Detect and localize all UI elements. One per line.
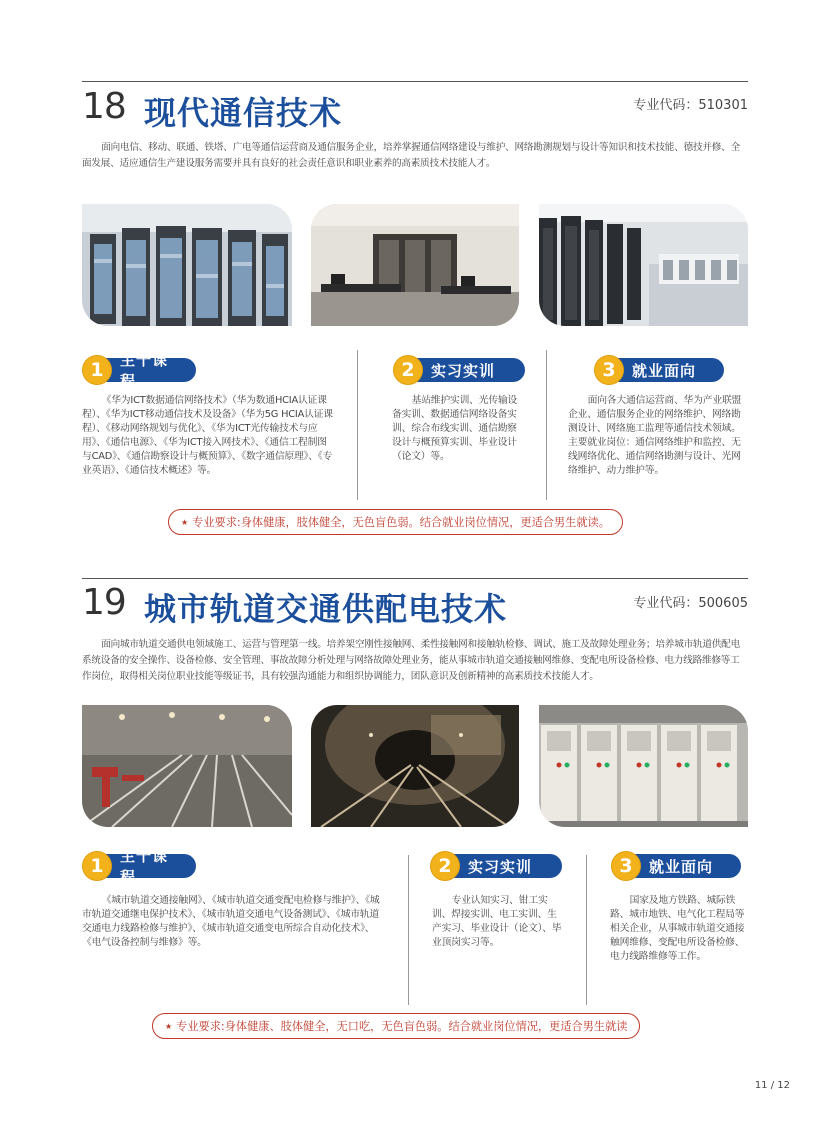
- major-code: 专业代码：500605: [633, 596, 748, 611]
- badge-label: 实习实训: [411, 358, 525, 382]
- badge-label: 实习实训: [448, 854, 562, 878]
- photo-tunnel-tracks: [82, 705, 292, 827]
- badge-number: 2: [430, 851, 460, 881]
- badge-label: 就业面向: [612, 358, 724, 382]
- section-number: 19: [82, 582, 126, 623]
- badge-main-courses: [82, 847, 196, 886]
- page-number: 11 / 12: [754, 1080, 790, 1091]
- badge-employment: [594, 355, 724, 385]
- section-intro: 面向城市轨道交通供电领域施工、运营与管理第一线。培养架空刚性接触网、柔性接触网和接触轨检修、调试、施工及故障处理业务；培养城市轨道供配电系统设备的安全操作、设备检修、安全管理、事故故障分析处理与网络故障处理业务，能从事城市轨道交通接触网维修、变配电所设备检修、电力线路维修等工作岗位，取得相关岗位职业技能等级证书，具有较强沟通能力和组织协调能力，团队意识及创新精神的高素质技术技能人才。: [82, 639, 740, 682]
- column-divider: [357, 350, 358, 500]
- column-divider: [586, 855, 587, 1005]
- column-divider: [546, 350, 547, 500]
- badge-internship: [393, 355, 525, 385]
- photo-catenary-tunnel: [311, 705, 519, 827]
- badge-number: 3: [594, 355, 624, 385]
- badge-label: 就业面向: [629, 854, 741, 878]
- requirement-note: [152, 1013, 640, 1039]
- badge-label: 主干课程: [100, 358, 196, 382]
- badge-label: 主干课程: [100, 854, 196, 878]
- photo-training-lab: [311, 204, 519, 326]
- badge-number: 2: [393, 355, 423, 385]
- photo-server-racks: [539, 204, 748, 326]
- photo-equipment-room: [82, 204, 292, 326]
- employment-text: 国家及地方铁路、城际铁路、城市地铁、电气化工程局等相关企业，从事城市轨道交通接触网维修、变配电所设备检修、电力线路维修等工作。: [610, 895, 745, 962]
- badge-number: 1: [82, 355, 112, 385]
- badge-employment: [611, 851, 741, 881]
- badge-internship: [430, 851, 562, 881]
- badge-number: 3: [611, 851, 641, 881]
- training-text: 专业认知实习、钳工实训、焊接实训、电工实训、生产实习、毕业设计（论文）、毕业顶岗实习等。: [432, 895, 562, 948]
- photo-switchgear: [539, 705, 748, 827]
- section-divider: [82, 578, 748, 579]
- major-code: 专业代码：510301: [633, 98, 748, 113]
- section-divider: [82, 81, 748, 82]
- badge-number: 1: [82, 851, 112, 881]
- requirement-note: [168, 509, 623, 535]
- courses-text: 《城市轨道交通接触网》、《城市轨道交通变配电检修与维护》、《城市轨道交通继电保护技术》、《城市轨道交通电气设备测试》、《城市轨道交通电力线路检修与维护》、《城市轨道交通变电所综合自动化技术》、《电气设备控制与维修》等。: [82, 895, 380, 948]
- star-icon: ★: [165, 1021, 173, 1031]
- star-icon: ★: [181, 517, 189, 527]
- courses-text: 《华为ICT数据通信网络技术》（华为数通HCIA认证课程）、《华为ICT移动通信技术及设备》（华为5G HCIA认证课程）、《移动网络规划与优化》、《华为ICT光传输技术与应用》、《通信电源》、《华为ICT接入网技术》、《通信工程制图与CAD》、《通信勘察设计与概预算》、《数字通信原理》、《专业英语》、《通信技术概述》等。: [82, 395, 333, 476]
- badge-main-courses: [82, 351, 196, 390]
- requirement-text: 专业要求:身体健康，肢体健全，无色盲色弱。结合就业岗位情况，更适合男生就读。: [192, 516, 610, 529]
- section-title: 城市轨道交通供配电技术: [144, 590, 508, 628]
- section-title: 现代通信技术: [144, 94, 343, 132]
- section-number: 18: [82, 86, 126, 127]
- requirement-text: 专业要求:身体健康、肢体健全，无口吃，无色盲色弱。结合就业岗位情况，更适合男生就读: [176, 1020, 628, 1033]
- employment-text: 面向各大通信运营商、华为产业联盟企业、通信服务企业的网络维护、网络勘测设计、网络施工监理等通信技术领域。主要就业岗位：通信网络维护和监控、无线网络优化、通信网络勘测与设计、光网络维护、动力维护等。: [568, 395, 742, 476]
- training-text: 基站维护实训、光传输设备实训、数据通信网络设备实训、综合布线实训、通信勘察设计与概预算实训、毕业设计（论文）等。: [392, 395, 518, 462]
- section-intro: 面向电信、移动、联通、铁塔、广电等通信运营商及通信服务企业，培养掌握通信网络建设与维护、网络勘测规划与设计等知识和技术技能、德技并修、全面发展、适应通信生产建设服务需要并具有良好的社会责任意识和职业素养的高素质技术技能人才。: [82, 142, 740, 169]
- column-divider: [408, 855, 409, 1005]
